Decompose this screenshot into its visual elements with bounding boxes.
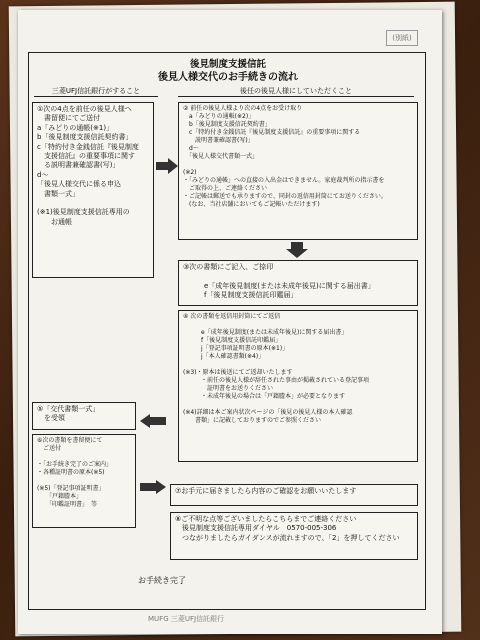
- arrow-down-1: [286, 242, 308, 258]
- box4-line: f「後見制度支援信託印鑑届」: [183, 337, 282, 344]
- footer-logo: MUFG 三菱UFJ信託銀行: [148, 615, 225, 623]
- box2-line: ・「みどりの通帳」への直接の入出金はできません。家庭裁判所の指示書を: [183, 177, 385, 184]
- box4-line: ・未成年後見の場合は「戸籍謄本」が必要となります: [183, 393, 346, 400]
- box4-line: j「本人確認書類(※4)」: [183, 353, 265, 360]
- header-rule-right: [178, 96, 414, 97]
- box2-line: (なお、当社店舗においてもご記帳いただけます): [183, 201, 320, 208]
- box4-line: e「成年後見制度(または未成年後見)に関する届出書」: [183, 329, 348, 336]
- left_box1-line: 支援信託』の重要事項に関す: [37, 152, 135, 161]
- box5-line: を受領: [37, 414, 65, 423]
- left_box1-line: お通帳: [37, 217, 72, 226]
- step7-box: [170, 484, 418, 506]
- box3-line: [183, 272, 413, 281]
- completion-label: お手続き完了: [138, 576, 186, 585]
- left_box1-line: a「みどりの通帳(※1)」: [37, 123, 114, 132]
- step7-lines: [175, 487, 413, 496]
- left_box1-line: (※1)後見制度支援信託専用の: [37, 208, 130, 217]
- box4-line: ・前任の後見人様が辞任された事由が掲載されている登記事項: [183, 377, 370, 384]
- arrow-right-2: [140, 480, 166, 494]
- box4-line: [183, 401, 413, 409]
- box6-line: ⑥次の書類を書留便にて: [37, 437, 103, 444]
- box6-line: 「印鑑証明書」 等: [37, 501, 98, 508]
- box4-line: (※4)詳細は本ご案内状次ページの「後見の後見人様の本人確認: [183, 409, 353, 416]
- left_box1-line: 「後見人様交代に係る申込: [37, 180, 121, 189]
- left_box1-line: d〜: [37, 170, 49, 179]
- step1-box: [32, 102, 154, 278]
- box2-line: a「みどりの通帳(※2)」: [183, 113, 255, 120]
- step8-lines: [175, 515, 413, 543]
- box2-line: ② 前任の後見人様より次の4点をお受け取り: [183, 105, 303, 112]
- header-bank: 三菱UFJ信託銀行がすること: [51, 87, 141, 95]
- left_box1-line: る説明書兼確認書(写)」: [37, 161, 120, 170]
- box6-line: ・各種証明書の原本(※5): [37, 469, 105, 476]
- box6-line: [37, 477, 131, 485]
- arrow-left-1: [140, 414, 166, 428]
- box6-line: [37, 453, 131, 461]
- step4-lines: [183, 313, 413, 425]
- step2-box: [178, 102, 418, 240]
- box3-line: ③次の書類にご記入、ご捺印: [183, 263, 274, 271]
- box4-line: [183, 361, 413, 369]
- box2-line: (※2): [183, 169, 197, 176]
- left_box1-line: c「特約付き金銭信託『後見制度: [37, 142, 139, 151]
- left_box1-line: 書留便にてご送付: [37, 114, 100, 123]
- box2-line: 説明書兼確認書(写)」: [183, 137, 254, 144]
- box2-line: [183, 161, 413, 169]
- box7-line: ⑦お手元に届きましたら内容のご確認をお願いいたします: [175, 487, 357, 495]
- left_box1-line: ①次の4点を前任の後見人様へ: [37, 105, 132, 113]
- step6-box: [32, 434, 136, 528]
- header-rule-left: [34, 96, 158, 97]
- box3-line: e「成年後見制度(または未成年後見)に関する届出書」: [183, 281, 375, 290]
- step3-lines: [183, 263, 413, 301]
- box4-line: j「登記事項証明書の原本(※1)」: [183, 345, 289, 352]
- step4-box: [178, 310, 418, 462]
- step3-box: [178, 260, 418, 306]
- arrow-right-1: [156, 158, 178, 174]
- box2-line: 「後見人様交代書類一式」: [183, 153, 259, 160]
- step6-lines: [37, 437, 131, 509]
- box2-line: c「特約付き金銭信託『後見制度支援信託』の重要事項に関する: [183, 129, 361, 136]
- box6-line: ・「お手続き完了のご案内」: [37, 461, 113, 468]
- box2-line: ・ご記帳は郵送でも承りますので、同封の返信用封筒にてお送りください。: [183, 193, 387, 200]
- doc-title: 後見制度支援信託: [189, 59, 266, 70]
- box8-line: 後見制度支援信託専用ダイヤル 0570-005-306: [175, 524, 337, 533]
- box6-line: 「戸籍謄本」: [37, 493, 83, 500]
- document-page: [18, 10, 442, 634]
- box4-line: ④ 次の書類を返信用封筒にてご返信: [183, 313, 281, 320]
- box8-line: ⑧ご不明な点等ございましたらこちらまでご連絡ください: [175, 515, 357, 523]
- box3-line: f「後見制度支援信託印鑑届」: [183, 291, 298, 300]
- left_box1-line: b「後見制度支援信託契約書」: [37, 133, 133, 142]
- step1-lines: [37, 105, 149, 227]
- header-guardian: 後任の後見人様にしていただくこと: [240, 87, 352, 95]
- box4-line: (※3)・原本は後送にてご返却いたします: [183, 369, 293, 376]
- box2-line: ご取得の上、ご連絡ください: [183, 185, 268, 192]
- box5-line: ⑤「交代書類一式」: [37, 405, 100, 413]
- box2-line: d〜: [183, 145, 199, 152]
- step5-lines: [37, 405, 131, 424]
- box6-line: ご送付: [37, 445, 62, 452]
- box8-line: つながりましたらガイダンスが流れますので、「2」を押してください: [175, 533, 400, 542]
- step2-lines: [183, 105, 413, 209]
- step5-box: [32, 402, 136, 430]
- box4-line: 証明書をお送りください: [183, 385, 274, 392]
- box6-line: (※5)「登記事項証明書」: [37, 485, 105, 492]
- box4-line: 書類」に記載しておりますのでご参照ください: [183, 417, 322, 424]
- box4-line: [183, 321, 413, 329]
- doc-subtitle: 後見人様交代のお手続きの流れ: [158, 72, 298, 83]
- left_box1-line: 書類一式」: [37, 189, 79, 198]
- step8-box: [170, 512, 418, 560]
- page-tab: (別紙): [386, 30, 418, 46]
- box2-line: b「後見制度支援信託契約書」: [183, 121, 271, 128]
